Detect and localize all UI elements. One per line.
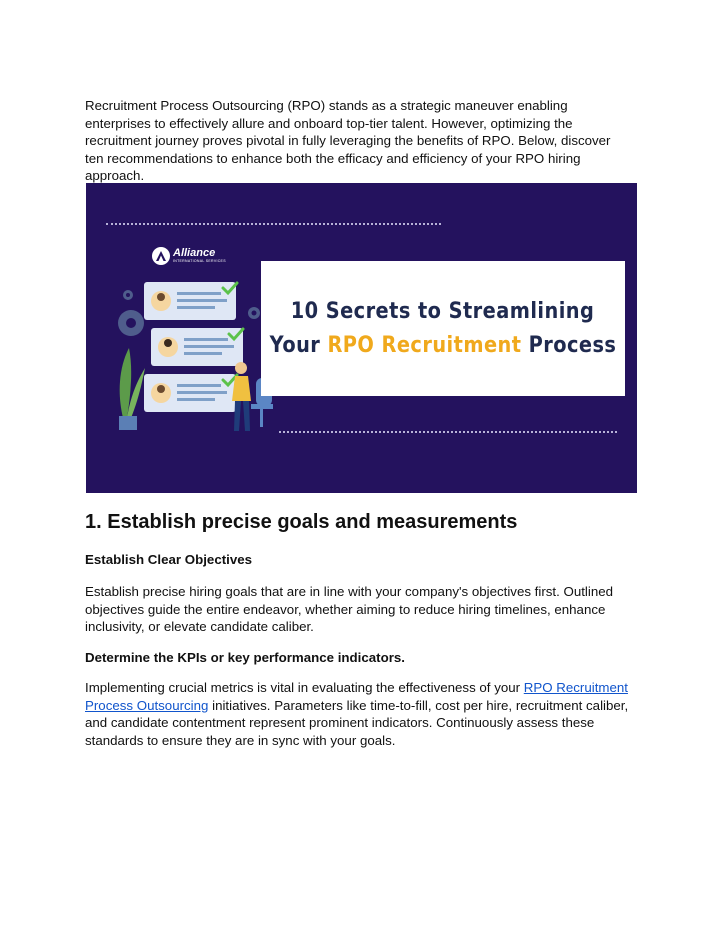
banner-title-card <box>261 261 625 396</box>
banner-image <box>86 183 637 493</box>
kpi-text-after: initiatives. Parameters like time-to-fill, cost per hire, recruitment caliber, and candidate contentment represent prominent indicators. Continuously assess these standards to ensure they are in sync with your goals. <box>85 697 629 748</box>
logo-subtitle: INTERNATIONAL SERVICES <box>173 259 226 264</box>
objectives-paragraph: Establish precise hiring goals that are in line with your company's objectives first. Outlined objectives guide the entire endeavor, whether aiming to reduce hiring timelines, enhance inclusivity, or elevate candidate caliber. <box>85 584 614 635</box>
subheading-clear-objectives: Establish Clear Objectives <box>85 552 253 567</box>
kpi-paragraph <box>85 679 630 749</box>
banner-title-your: Your <box>269 332 328 358</box>
recruitment-illustration <box>111 268 281 448</box>
rpo-link[interactable]: RPO Recruitment Process Outsourcing <box>85 680 628 713</box>
banner-title-line2 <box>270 329 617 363</box>
plant-icon <box>119 348 145 430</box>
banner-title-process: Process <box>521 332 617 358</box>
dotted-divider-top <box>106 223 441 225</box>
dotted-divider-bottom <box>279 431 617 433</box>
section-heading: 1. Establish precise goals and measurements <box>85 511 518 533</box>
intro-paragraph: Recruitment Process Outsourcing (RPO) stands as a strategic maneuver enabling enterprises to effectively allure and onboard top-tier talent. However, optimizing the recruitment journey proves pivotal in fully leveraging the benefits of RPO. Below, discover ten recommendations to enhance both the efficacy and efficiency of your RPO hiring approach. <box>85 98 611 184</box>
logo-a-icon <box>152 247 170 265</box>
subheading-kpis: Determine the KPIs or key performance indicators. <box>85 650 405 665</box>
logo-name: Alliance <box>173 247 216 260</box>
alliance-logo <box>152 246 226 266</box>
banner-title-line1: 10 Secrets to Streamlining <box>291 298 595 324</box>
kpi-text-before: Implementing crucial metrics is vital in evaluating the effectiveness of your <box>85 680 524 695</box>
profile-card-icon <box>144 282 243 412</box>
banner-title-highlight: RPO Recruitment <box>327 332 522 358</box>
person-icon <box>232 362 251 431</box>
